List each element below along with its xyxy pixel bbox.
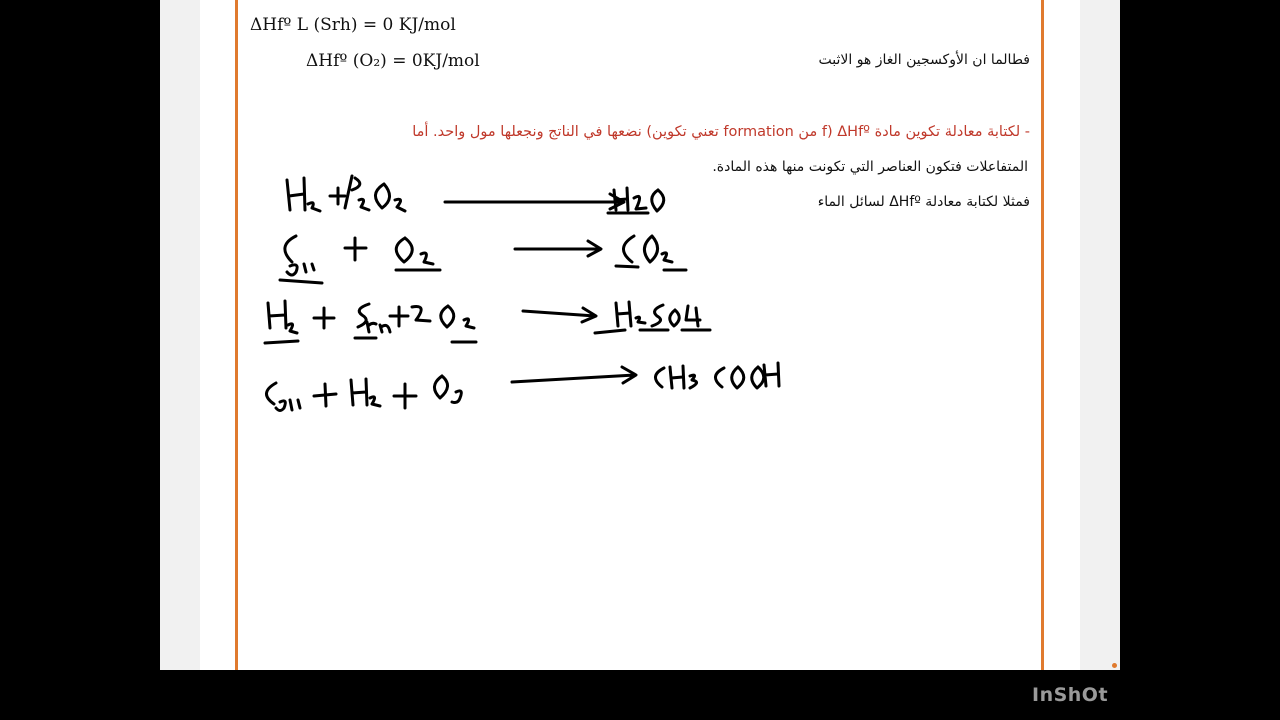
example-line: فمثلا لكتابة معادلة ΔHfº لسائل الماء (817, 194, 1030, 210)
equation-carbon-dioxide (280, 236, 686, 283)
inshot-watermark: InShOt (1032, 684, 1109, 706)
definition-line-1: - لكتابة معادلة تكوين مادة ΔHfº (f من formation تعني تكوين) نضعها في الناتج ونجعلها مول واحد. أما (412, 124, 1030, 140)
formula-sulfur: ΔHfº L (Srh) = 0 KJ/mol (250, 15, 456, 35)
orange-dot (1112, 663, 1117, 668)
equation-acetic-acid (266, 363, 779, 411)
equation-sulfuric-acid (265, 301, 710, 343)
definition-line-2: المتفاعلات فتكون العناصر التي تكونت منها هذه المادة. (712, 159, 1028, 175)
formula-oxygen: ΔHfº (O₂) = 0KJ/mol (306, 51, 480, 71)
equation-water (287, 176, 664, 213)
note-oxygen: فطالما ان الأوكسجين الغاز هو الاثبت (818, 52, 1030, 68)
